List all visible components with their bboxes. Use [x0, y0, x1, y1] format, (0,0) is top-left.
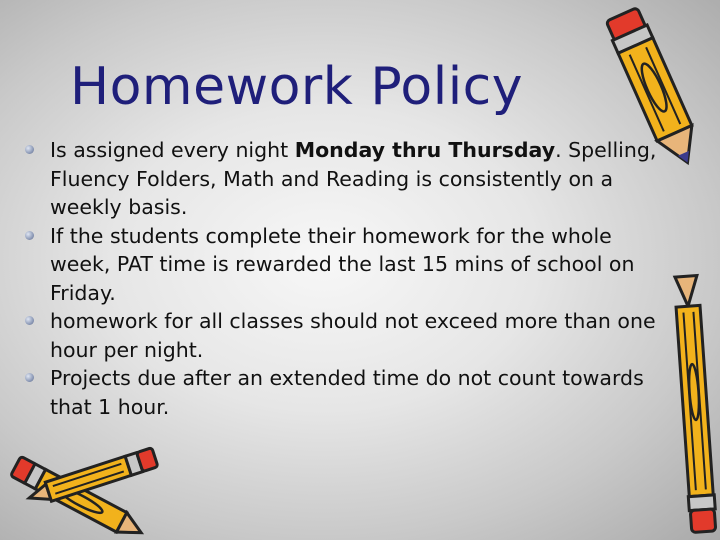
pencils-icon [0, 446, 170, 540]
bullet-item [22, 364, 672, 421]
bullet-text: If the students complete their homework for the whole week, PAT time is rewarded the last 15 mins of school on Friday. [50, 223, 635, 305]
pencil-icon [672, 272, 718, 540]
bullet-text-part: Is assigned every night [50, 138, 295, 162]
bullet-item [22, 222, 672, 308]
bullet-dot-icon [25, 231, 34, 240]
bullet-dot-icon [25, 373, 34, 382]
bullet-item [22, 136, 672, 222]
bullet-text: homework for all classes should not exceed more than one hour per night. [50, 309, 656, 362]
bullet-bold-text: Monday thru Thursday [294, 138, 556, 162]
bullet-dot-icon [25, 145, 34, 154]
bullet-list [22, 136, 672, 421]
bullet-text: Projects due after an extended time do not count towards that 1 hour. [50, 366, 644, 419]
bullet-item [22, 307, 672, 364]
slide-title: Homework Policy [70, 57, 524, 117]
bullet-text-part: . Spelling, Fluency Folders, Math and Reading is consistently on a weekly basis. [50, 138, 657, 219]
bullet-dot-icon [25, 316, 34, 325]
bullet-text [50, 138, 656, 219]
